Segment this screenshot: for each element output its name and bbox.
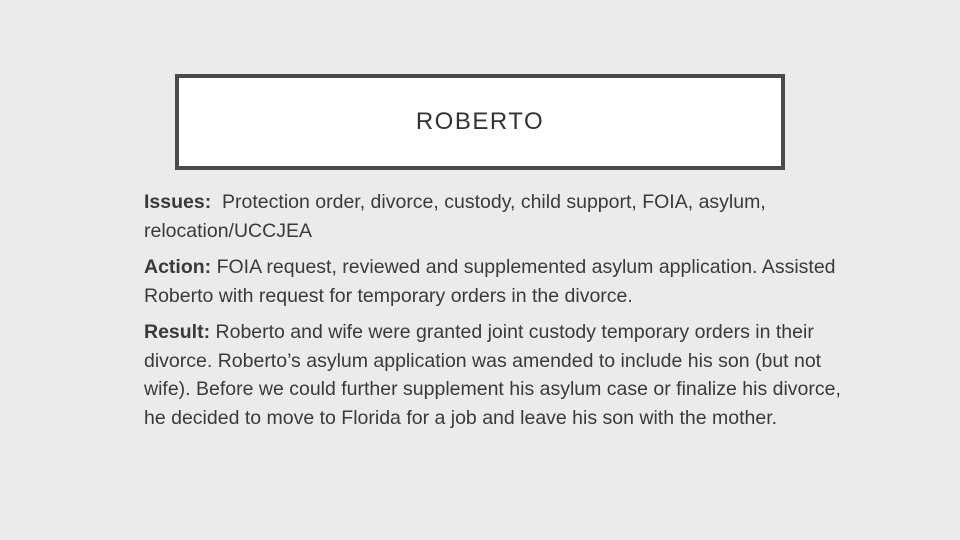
slide-title: ROBERTO [415, 108, 545, 135]
result-text: Roberto and wife were granted joint custody temporary orders in their divorce. Roberto’s asylum application was amended to include his son (but not wife). Before we could further supplement his asylum case or finalize his divorce, he decided to move to Florida for a job and leave his son with the mother. [144, 321, 841, 429]
slide-body [144, 188, 844, 440]
title-box [175, 74, 785, 170]
action-label: Action: [144, 256, 212, 278]
result-paragraph [144, 318, 844, 432]
action-paragraph [144, 253, 844, 310]
issues-label: Issues: [144, 191, 212, 213]
issues-text: Protection order, divorce, custody, child support, FOIA, asylum, relocation/UCCJEA [144, 191, 766, 242]
issues-paragraph [144, 188, 844, 245]
action-text: FOIA request, reviewed and supplemented asylum application. Assisted Roberto with request for temporary orders in the divorce. [144, 256, 836, 307]
result-label: Result: [144, 321, 211, 343]
